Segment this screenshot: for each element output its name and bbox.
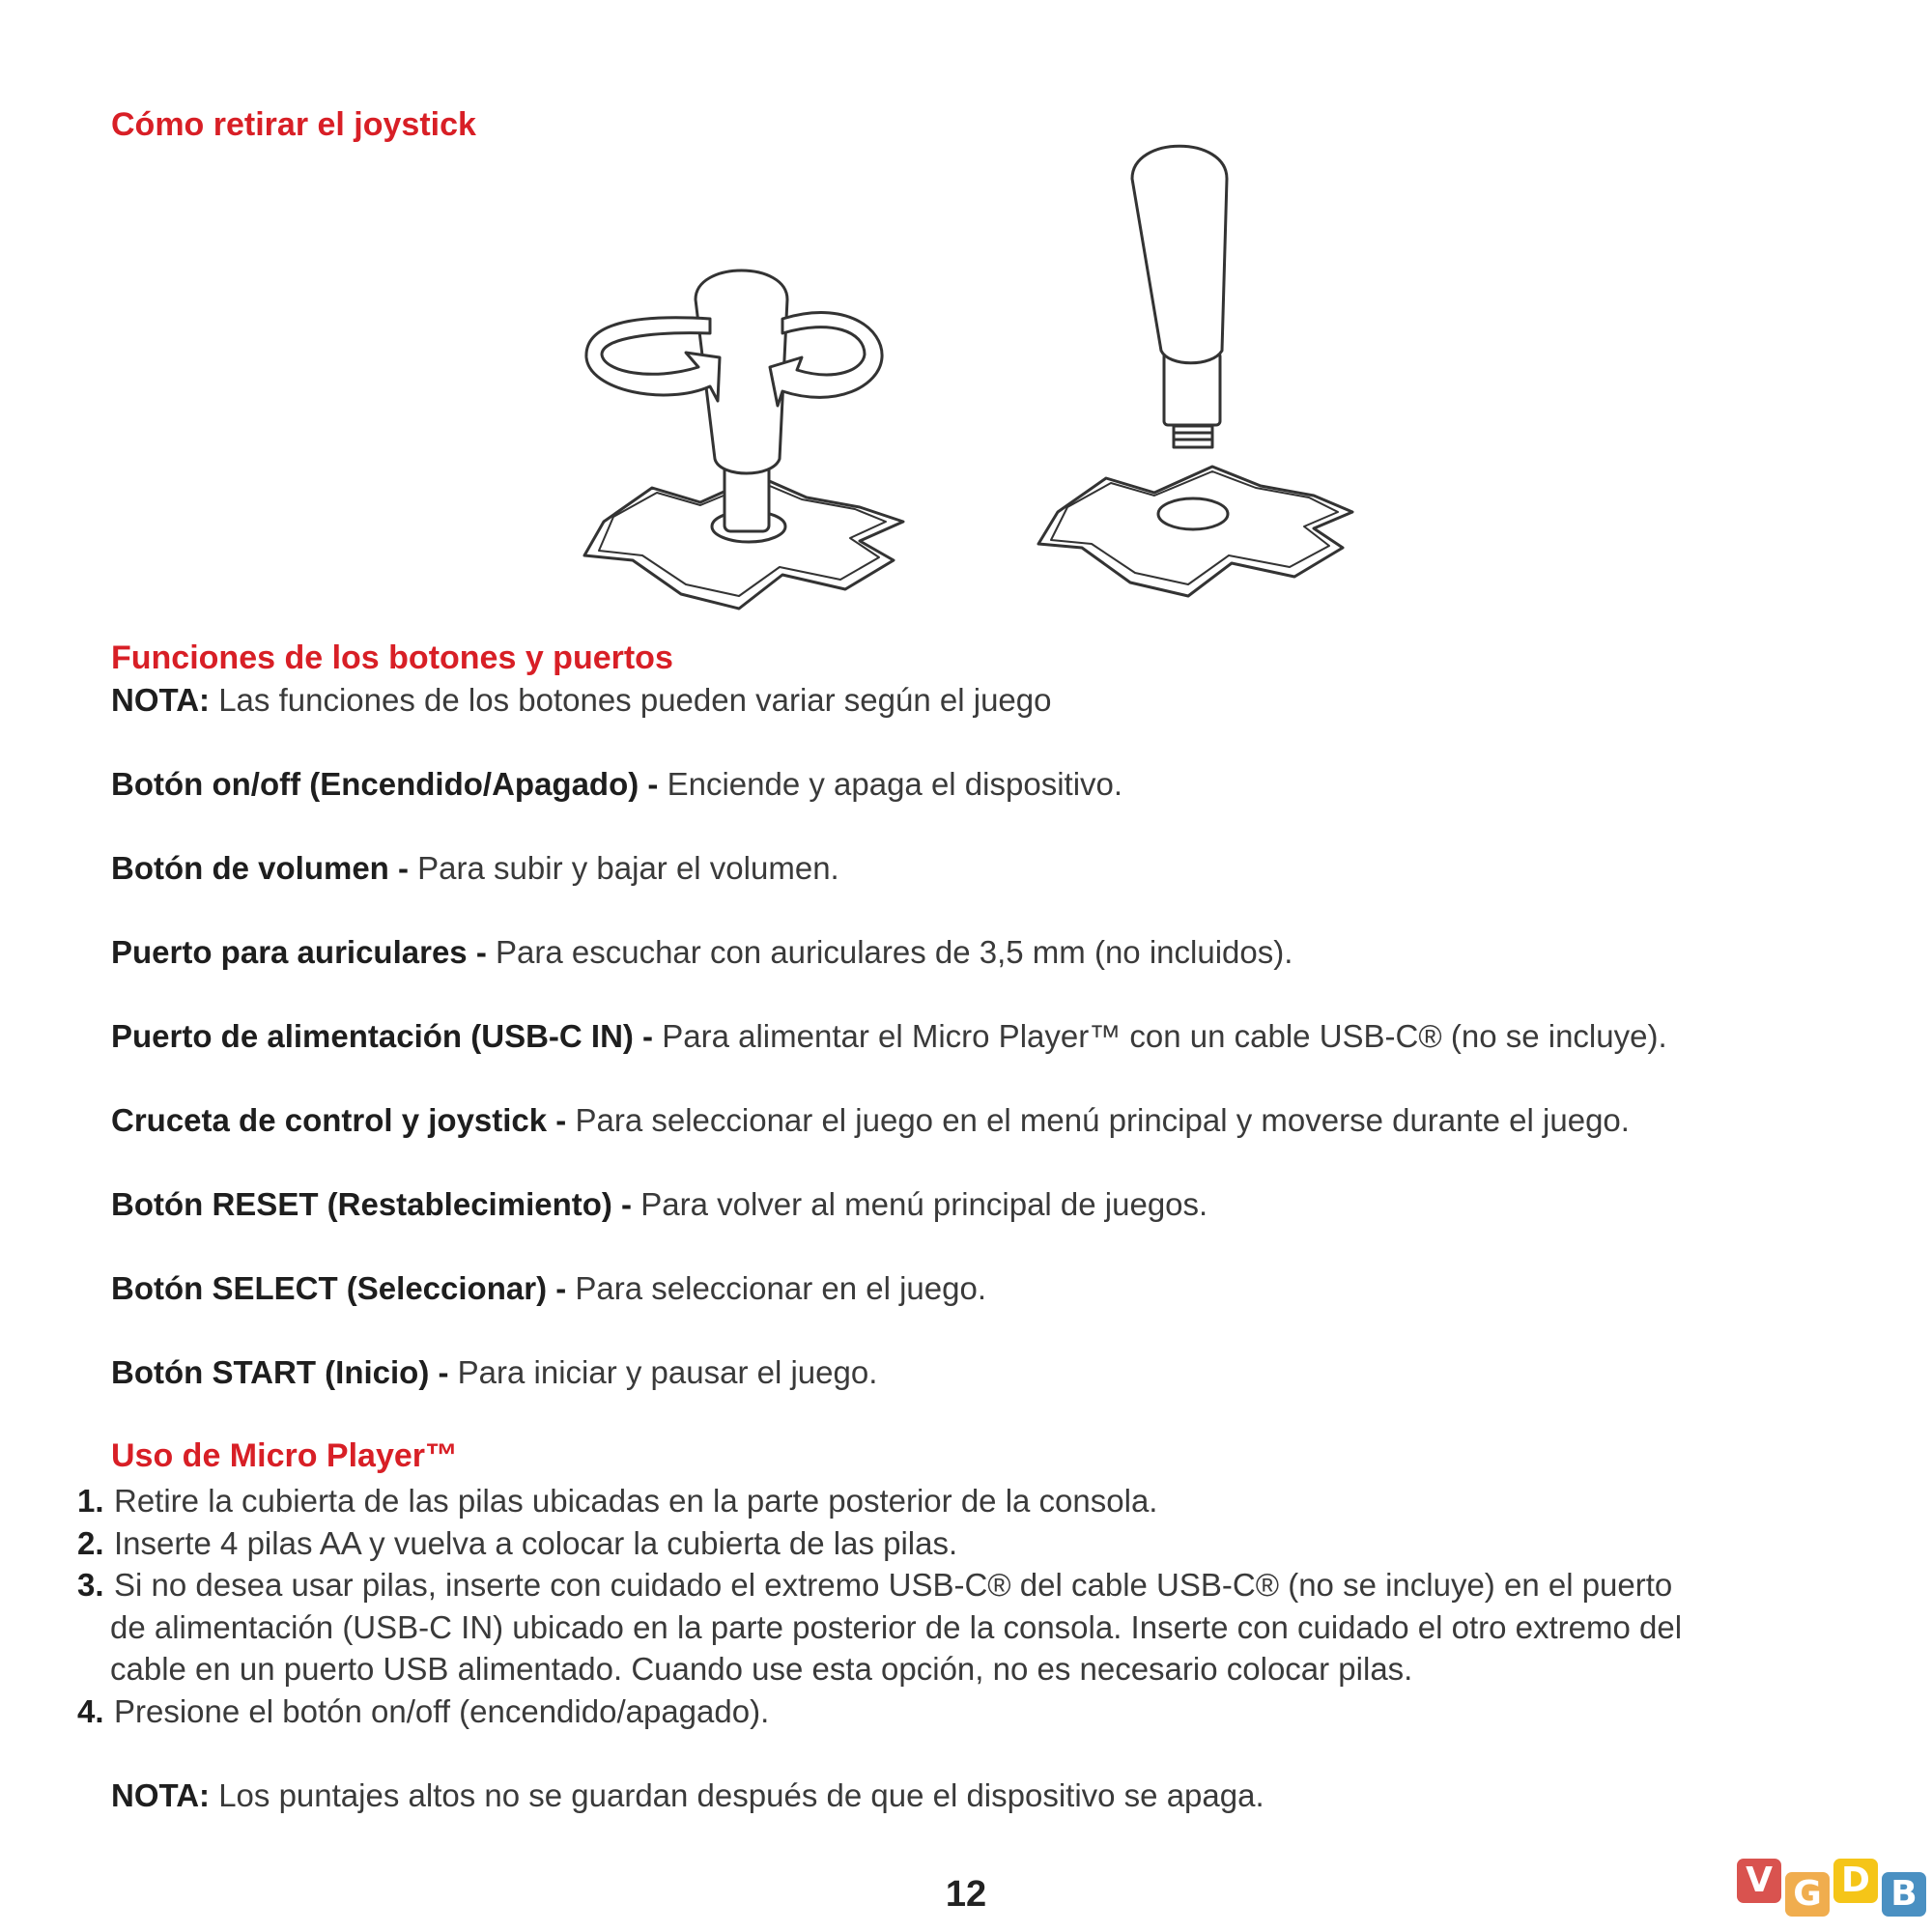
note-button-functions: NOTA: Las funciones de los botones pueden variar según el juego [111,682,1052,718]
item-volume-button: Botón de volumen - Para subir y bajar el volumen. [111,850,839,886]
item-select-button: Botón SELECT (Seleccionar) - Para seleccionar en el juego. [111,1270,986,1306]
list-item: 2. Inserte 4 pilas AA y vuelva a colocar la cubierta de las pilas. [77,1524,958,1561]
heading-using-micro-player: Uso de Micro Player™ [111,1437,459,1474]
item-dpad-joystick: Cruceta de control y joystick - Para seleccionar el juego en el menú principal y moverse durante el juego. [111,1102,1630,1138]
watermark-letter: G [1785,1872,1830,1917]
item-headphone-port: Puerto para auriculares - Para escuchar con auriculares de 3,5 mm (no incluidos). [111,934,1293,970]
list-item: 3. Si no desea usar pilas, inserte con cuidado el extremo USB-C® del cable USB-C® (no se incluye) en el puerto de alimentación (USB-C IN) ubicado en la parte posterior de la consola. Inserte con cuidado el otro extremo del cable en un puerto USB alimentado. Cuando use esta opción, no es necesario colocar pilas. [77,1567,1683,1687]
item-power-button: Botón on/off (Encendido/Apagado) - Enciende y apaga el dispositivo. [111,766,1123,802]
heading-remove-joystick: Cómo retirar el joystick [111,106,476,143]
list-item: 4. Presione el botón on/off (encendido/apagado). [77,1692,770,1729]
item-reset-button: Botón RESET (Restablecimiento) - Para volver al menú principal de juegos. [111,1186,1208,1222]
heading-button-functions: Funciones de los botones y puertos [111,639,673,676]
item-start-button: Botón START (Inicio) - Para iniciar y pausar el juego. [111,1354,878,1390]
watermark-letter: B [1882,1872,1926,1917]
item-power-port: Puerto de alimentación (USB-C IN) - Para alimentar el Micro Player™ con un cable USB-C® (no se incluye). [111,1018,1667,1054]
joystick-removed-illustration [1034,130,1362,613]
joystick-twist-illustration [575,246,923,623]
usage-steps-list [77,1480,1797,1732]
watermark-letter: D [1833,1859,1878,1903]
watermark-letter: V [1737,1859,1781,1903]
note-high-scores: NOTA: Los puntajes altos no se guardan después de que el dispositivo se apaga. [111,1777,1264,1813]
page-number: 12 [945,1874,987,1915]
vgdb-watermark-logo [1737,1855,1930,1930]
list-item: 1. Retire la cubierta de las pilas ubicadas en la parte posterior de la consola. [77,1483,1158,1519]
